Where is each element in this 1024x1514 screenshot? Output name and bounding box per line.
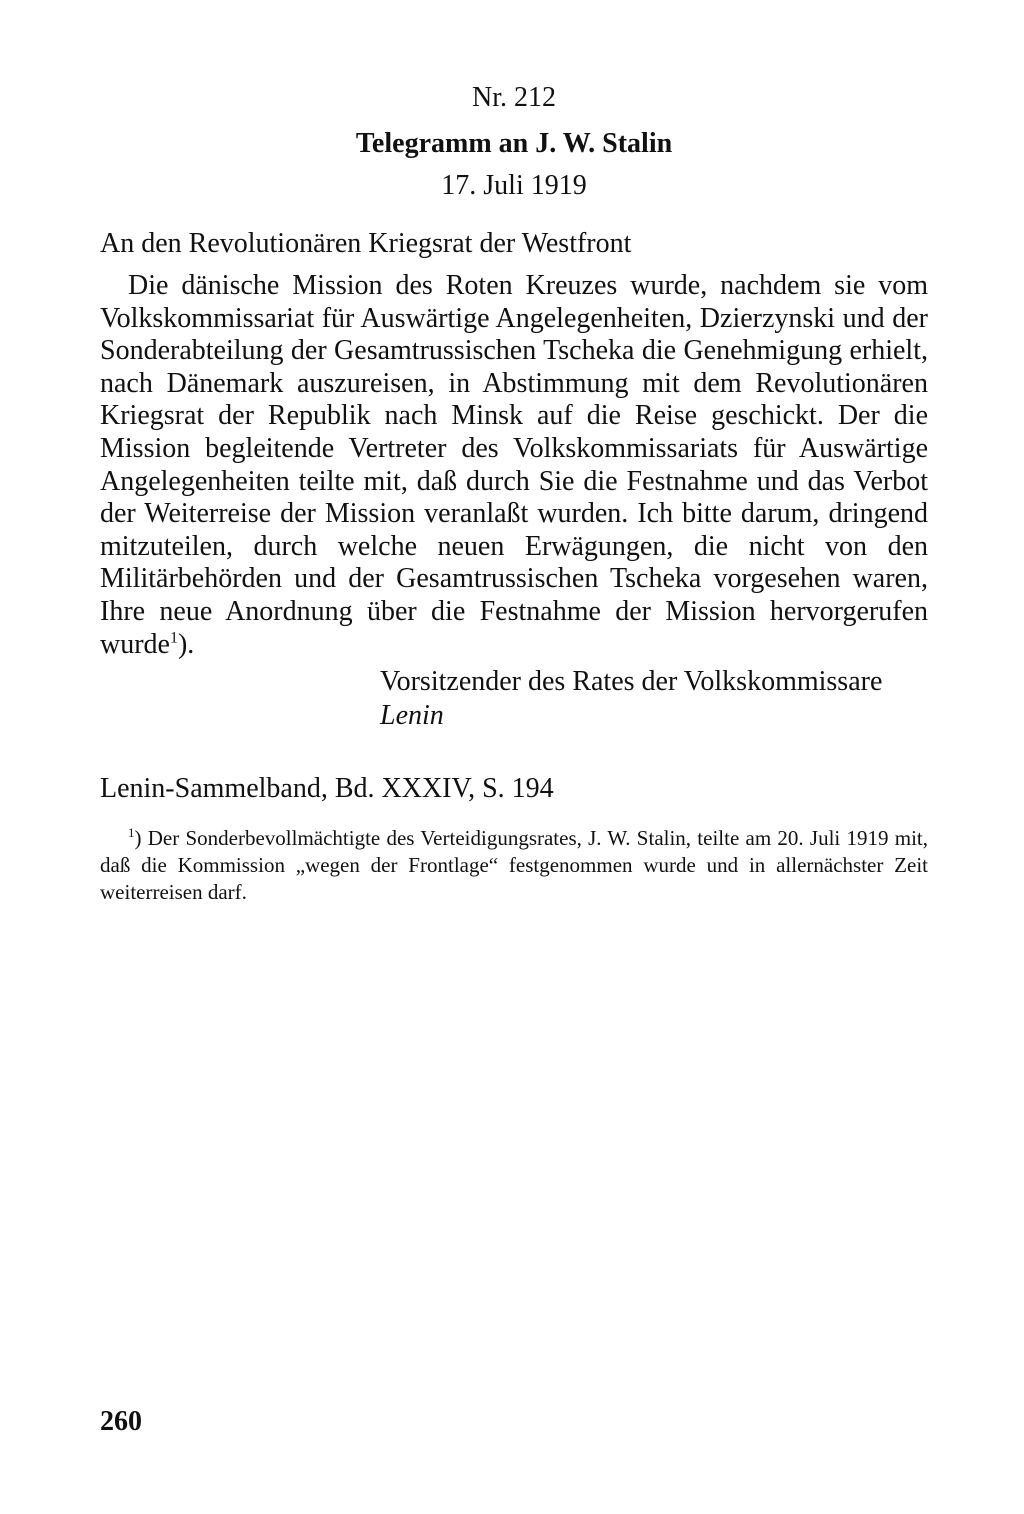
body-text: Die dänische Mission des Roten Kreuzes wurde, nachdem sie vom Volkskommissariat für Auswärtige Angelegenheiten, Dzierzynski und der Sonderabteilung der Gesamtrussischen Tscheka die Genehmigung erhielt, nach Dänemark auszureisen, in Abstimmung mit dem Revolutionären Kriegsrat der Republik nach Minsk auf die Reise geschickt. Der die Mission begleitende Vertreter des Volkskommissariats für Auswärtige Angelegenheiten teilte mit, daß durch Sie die Festnahme und das Verbot der Weiterreise der Mission veranlaßt wurden. Ich bitte darum, dringend mitzuteilen, durch welche neuen Erwägungen, die nicht von den Militärbehörden und der Gesamtrussischen Tscheka vorgesehen waren, Ihre neue Anordnung über die Festnahme der Mission hervorgerufen wurde	[100, 270, 928, 660]
body-closing: ).	[177, 628, 195, 660]
addressee: An den Revolutionären Kriegsrat der Westfront	[100, 228, 632, 259]
document-date: 17. Juli 1919	[441, 170, 587, 201]
footnote-marker-close: )	[134, 826, 142, 851]
source-citation: Lenin-Sammelband, Bd. XXXIV, S. 194	[100, 773, 554, 805]
footnote-text: Der Sonderbevollmächtigte des Verteidigungsrates, J. W. Stalin, teilte am 20. Juli 1919 mit, daß die Kommission „wegen der Frontlage“ festgenommen wurde und in allernächster Zeit weiterreisen darf.	[100, 826, 928, 905]
footnote-reference: 1	[169, 629, 178, 647]
signature-block	[380, 665, 928, 733]
document-page	[100, 78, 928, 906]
document-title: Telegramm an J. W. Stalin	[355, 128, 673, 159]
document-number: Nr. 212	[472, 82, 556, 113]
footnote-marker: 1	[128, 825, 135, 841]
body-paragraph	[100, 270, 928, 661]
page-number: 260	[100, 1406, 142, 1437]
footnote	[100, 825, 928, 906]
signature-name: Lenin	[380, 700, 444, 732]
signature-title: Vorsitzender des Rates der Volkskommissare	[380, 666, 883, 698]
